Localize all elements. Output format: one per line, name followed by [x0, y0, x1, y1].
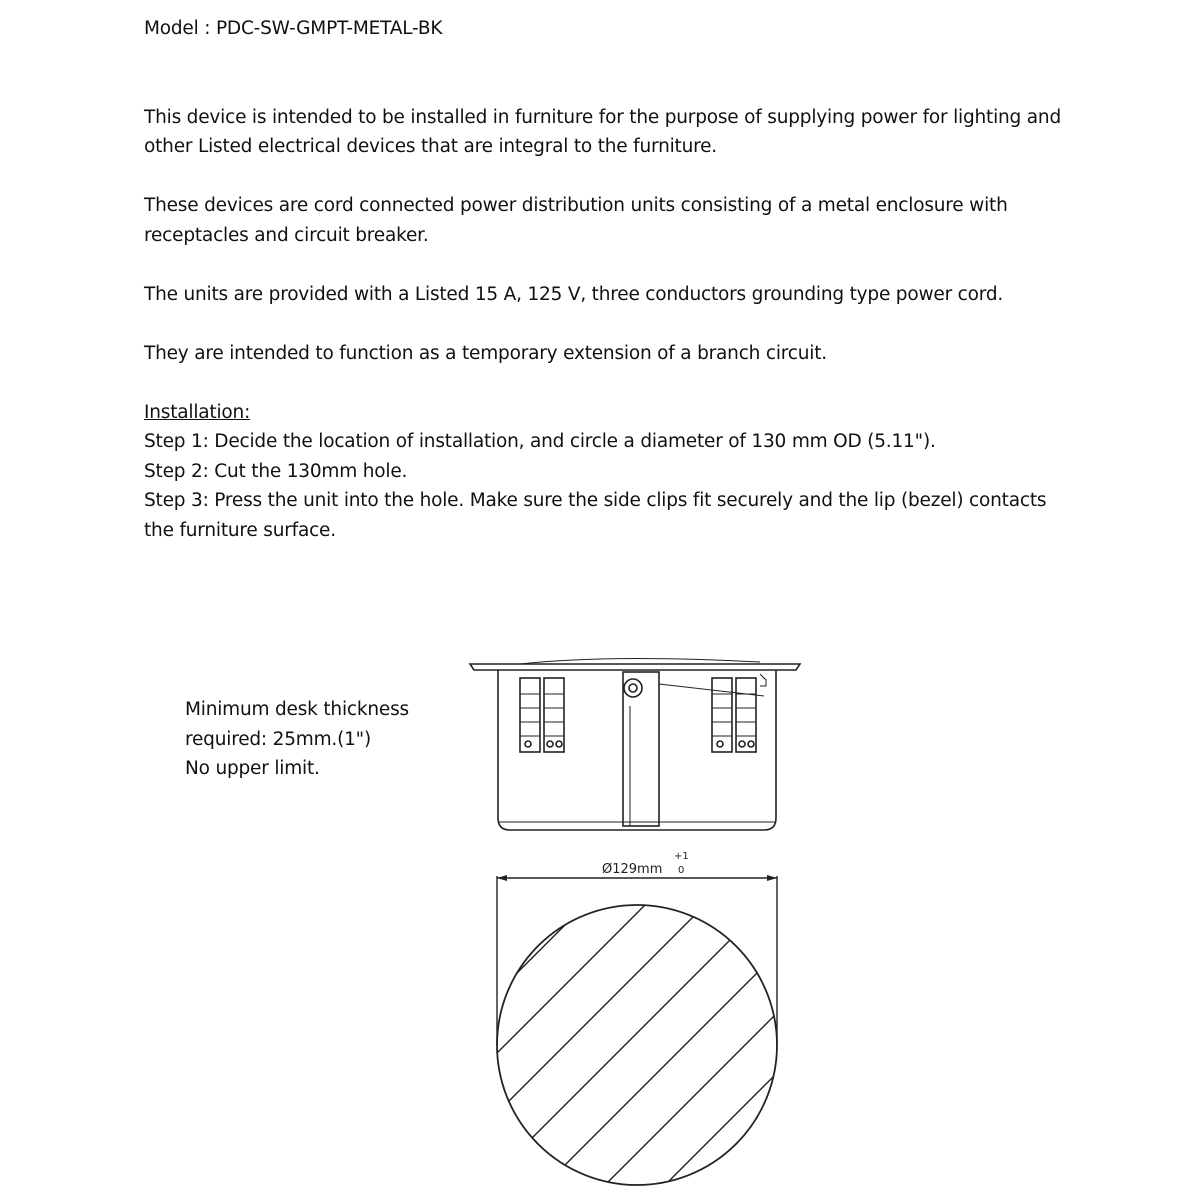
spacer: [144, 368, 1074, 398]
hole-dimension: [497, 851, 777, 1045]
screw-center: [629, 684, 637, 692]
installation-step-1: Step 1: Decide the location of installation, and circle a diameter of 130 mm OD (5.11").: [144, 431, 936, 452]
installation-heading: Installation:: [144, 401, 251, 423]
document-body: [144, 14, 1074, 545]
arrowhead-left: [497, 875, 507, 881]
right-side-clip: [712, 674, 766, 752]
desk-note-line-3: No upper limit.: [185, 758, 320, 779]
arrowhead-right: [767, 875, 777, 881]
unit-side-view: [470, 658, 800, 830]
desk-note-line-2: required: 25mm.(1"): [185, 728, 372, 750]
spacer: [144, 162, 1074, 192]
hole-outline: [497, 905, 777, 1185]
hole-hatching: [460, 730, 820, 1190]
left-side-clip: [520, 678, 564, 752]
installation-step-2: Step 2: Cut the 130mm hole.: [144, 460, 408, 482]
paragraph-intended-use: This device is intended to be installed in furniture for the purpose of supplying power for lighting and other Listed electrical devices that are integral to the furniture.: [144, 106, 1061, 157]
installation-step-3: Step 3: Press the unit into the hole. Make sure the side clips fit securely and the lip (bezel) contacts the furniture surface.: [144, 490, 1047, 541]
spacer: [144, 309, 1074, 339]
paragraph-function: They are intended to function as a temporary extension of a branch circuit.: [144, 342, 827, 364]
desk-thickness-note: [185, 695, 475, 784]
dimension-label: Ø129mm: [602, 862, 663, 877]
cutout-hole: [460, 730, 820, 1190]
tolerance-upper: +1: [674, 851, 689, 862]
spacer: [144, 250, 1074, 280]
drawing-svg: [460, 650, 820, 1190]
paragraph-description: These devices are cord connected power distribution units consisting of a metal enclosure with receptacles and circuit breaker.: [144, 195, 1008, 246]
bezel-lip: [470, 664, 800, 670]
screw-head: [624, 679, 642, 697]
desk-note-line-1: Minimum desk thickness: [185, 699, 409, 720]
paragraph-power-cord: The units are provided with a Listed 15 A, 125 V, three conductors grounding type power cord.: [144, 283, 1004, 305]
bezel-curve: [520, 658, 760, 664]
model-line: Model : PDC-SW-GMPT-METAL-BK: [144, 18, 443, 39]
technical-drawing: [460, 650, 820, 1190]
tolerance-lower: 0: [678, 865, 685, 876]
spacer: [144, 44, 1074, 103]
